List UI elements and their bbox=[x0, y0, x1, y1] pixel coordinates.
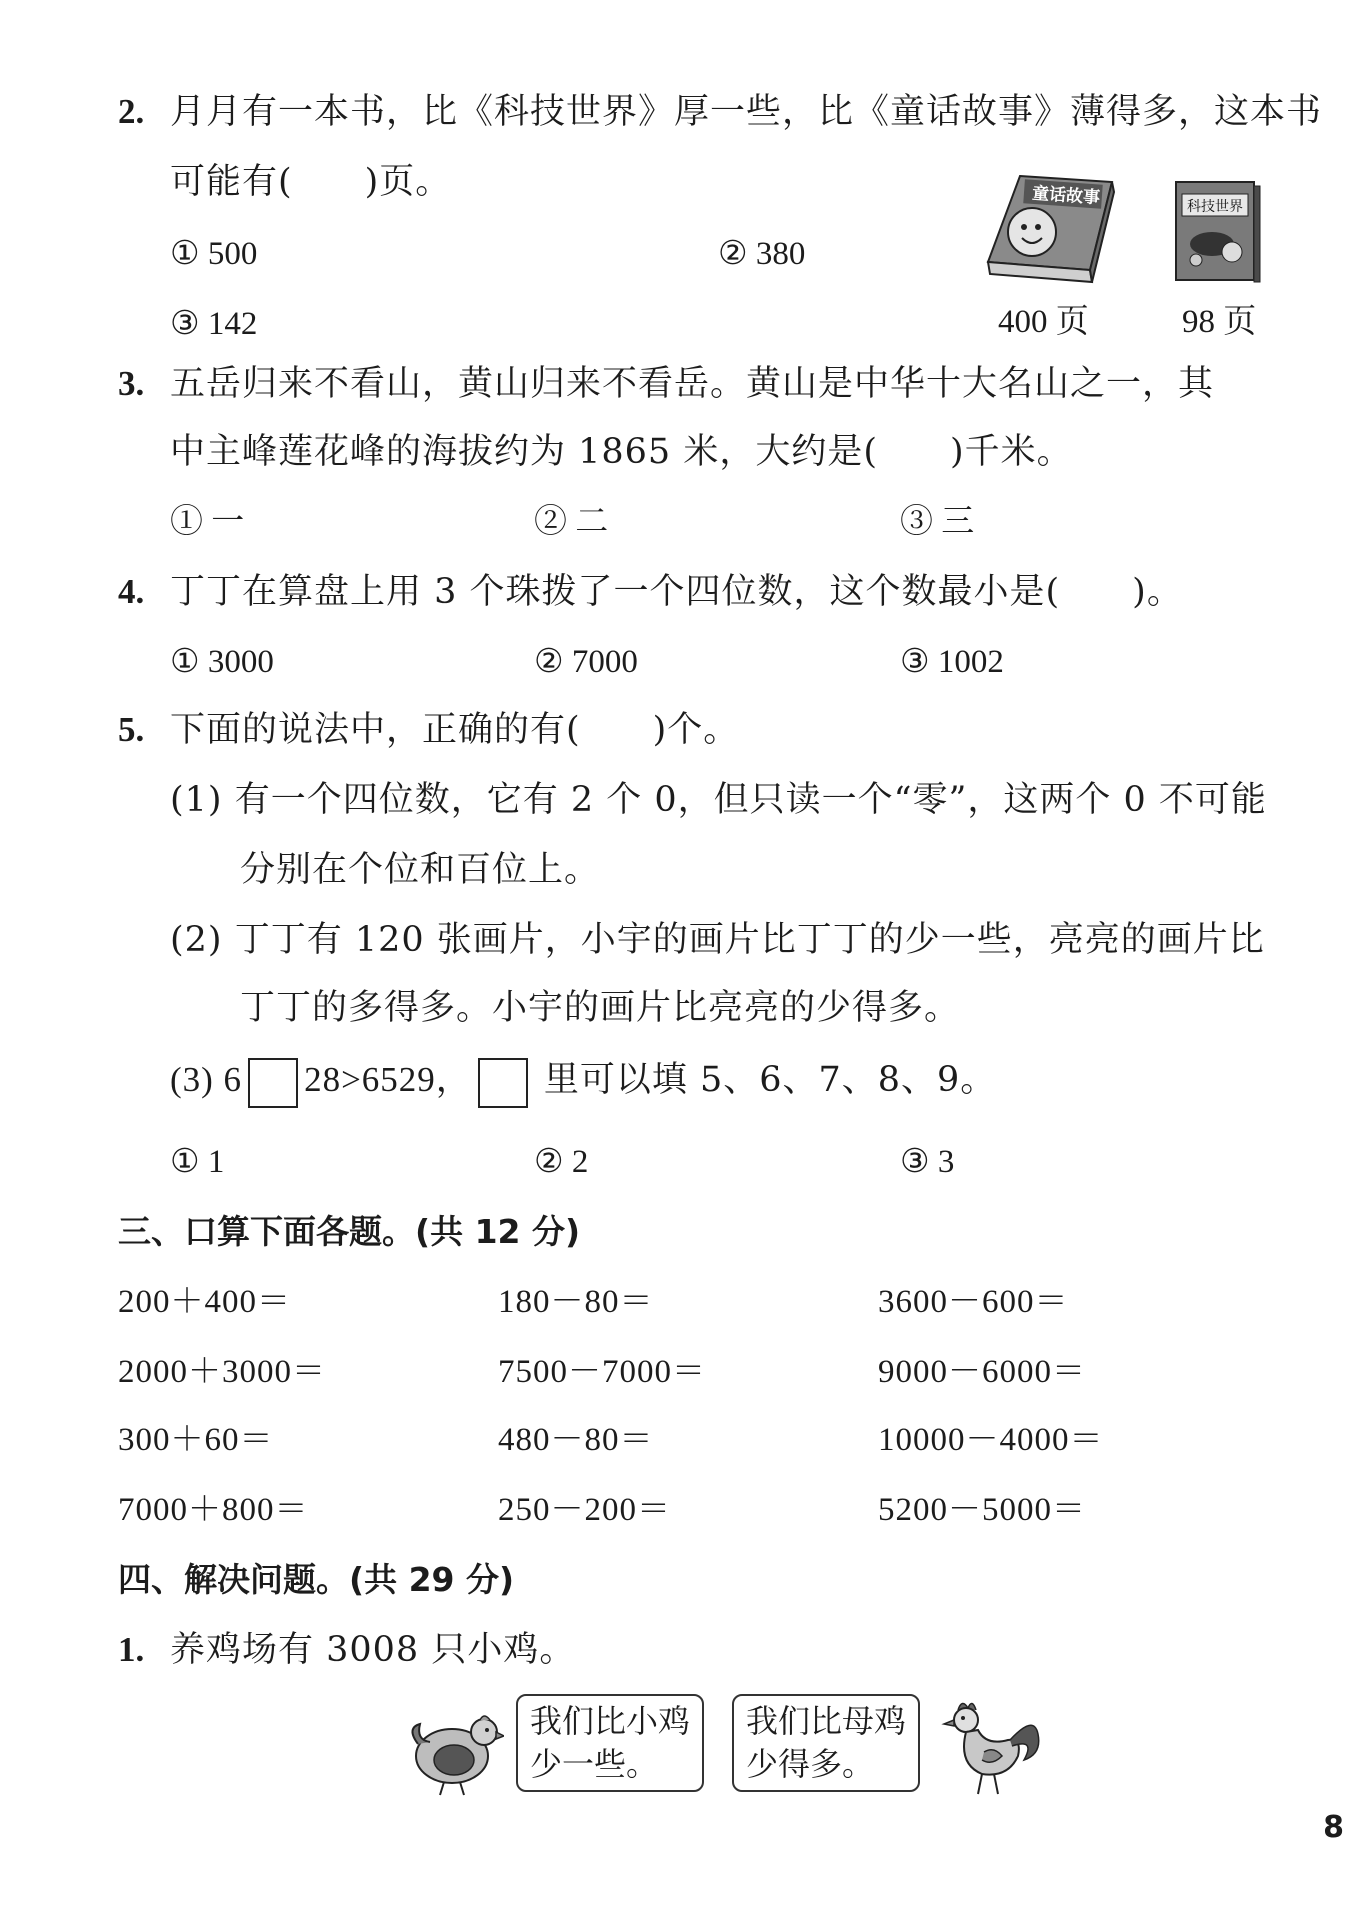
calc-item: 7000＋800＝ bbox=[118, 1492, 309, 1528]
q2-option-1: ① 500 bbox=[170, 236, 258, 272]
answer-box[interactable] bbox=[478, 1058, 528, 1108]
fairy-tale-book-illustration bbox=[980, 170, 1120, 285]
answer-box[interactable] bbox=[248, 1058, 298, 1108]
q3-number: 3. bbox=[118, 364, 145, 403]
fairy-tale-book-pages: 400 页 bbox=[998, 304, 1089, 340]
q5-statement-1a: (1) 有一个四位数，它有 2 个 0，但只读一个“零”，这两个 0 不可能 bbox=[170, 780, 1267, 820]
q5-statement-3-suffix: 里可以填 5、6、7、8、9。 bbox=[543, 1060, 997, 1101]
science-book-pages: 98 页 bbox=[1182, 304, 1257, 340]
section-4-title: 四、解决问题。(共 29 分) bbox=[118, 1560, 515, 1599]
q5-statement-2a: (2) 丁丁有 120 张画片，小宇的画片比丁丁的少一些，亮亮的画片比 bbox=[170, 920, 1265, 960]
q5-number: 5. bbox=[118, 710, 145, 749]
hen-icon bbox=[404, 1698, 504, 1798]
s4-q1-text: 养鸡场有 3008 只小鸡。 bbox=[170, 1630, 576, 1670]
q2-option-2: ② 380 bbox=[718, 236, 806, 272]
q5-statement-2b: 丁丁的多得多。小宇的画片比亮亮的少得多。 bbox=[240, 988, 961, 1028]
q5-statement-3-middle: 28>6529， bbox=[304, 1060, 472, 1100]
q3-option-2: ② 二 bbox=[534, 504, 609, 540]
calc-item: 300＋60＝ bbox=[118, 1422, 274, 1458]
science-book-illustration bbox=[1172, 178, 1264, 286]
q5-statement-3 bbox=[170, 1058, 996, 1108]
calc-item: 200＋400＝ bbox=[118, 1284, 291, 1320]
q4-option-3: ③ 1002 bbox=[900, 644, 1004, 680]
calc-item: 3600－600＝ bbox=[878, 1284, 1069, 1320]
q4-option-2: ② 7000 bbox=[534, 644, 638, 680]
q5-option-1: ① 1 bbox=[170, 1144, 225, 1180]
page-number: 8 bbox=[1323, 1810, 1344, 1845]
calc-item: 180－80＝ bbox=[498, 1284, 654, 1320]
q5-option-3: ③ 3 bbox=[900, 1144, 955, 1180]
hen-speech-bubble bbox=[516, 1694, 704, 1792]
q4-line1: 丁丁在算盘上用 3 个珠拨了一个四位数，这个数最小是( )。 bbox=[170, 572, 1183, 612]
q3-line2: 中主峰莲花峰的海拔约为 1865 米，大约是( )千米。 bbox=[170, 432, 1073, 472]
calc-item: 480－80＝ bbox=[498, 1422, 654, 1458]
calc-item: 2000＋3000＝ bbox=[118, 1354, 326, 1390]
fairy-tale-book-title: 童话故事 bbox=[1031, 183, 1101, 209]
q3-line1: 五岳归来不看山，黄山归来不看岳。黄山是中华十大名山之一，其 bbox=[170, 364, 1215, 404]
rooster-icon bbox=[936, 1694, 1044, 1804]
q5-line1: 下面的说法中，正确的有( )个。 bbox=[170, 710, 740, 750]
s4-q1-number: 1. bbox=[118, 1630, 145, 1669]
science-book-title: 科技世界 bbox=[1187, 199, 1243, 215]
hen-speech-line2: 少一些。 bbox=[530, 1745, 659, 1783]
q4-option-1: ① 3000 bbox=[170, 644, 274, 680]
q5-option-2: ② 2 bbox=[534, 1144, 589, 1180]
q3-option-1: ① 一 bbox=[170, 504, 245, 540]
hen-speech-line1: 我们比小鸡 bbox=[530, 1702, 691, 1740]
calc-item: 10000－4000＝ bbox=[878, 1422, 1104, 1458]
section-3-title: 三、口算下面各题。(共 12 分) bbox=[118, 1212, 581, 1251]
q4-number: 4. bbox=[118, 572, 145, 611]
rooster-speech-line1: 我们比母鸡 bbox=[746, 1702, 907, 1740]
calc-item: 250－200＝ bbox=[498, 1492, 671, 1528]
q2-line1: 月月有一本书，比《科技世界》厚一些，比《童话故事》薄得多，这本书 bbox=[170, 92, 1323, 132]
calc-item: 9000－6000＝ bbox=[878, 1354, 1086, 1390]
rooster-speech-line2: 少得多。 bbox=[746, 1745, 875, 1783]
rooster-speech-bubble bbox=[732, 1694, 920, 1792]
calc-item: 5200－5000＝ bbox=[878, 1492, 1086, 1528]
q3-option-3: ③ 三 bbox=[900, 504, 975, 540]
q2-line2: 可能有( )页。 bbox=[170, 162, 452, 202]
calc-item: 7500－7000＝ bbox=[498, 1354, 706, 1390]
q2-option-3: ③ 142 bbox=[170, 306, 258, 342]
q2-number: 2. bbox=[118, 92, 145, 131]
q5-statement-3-prefix: (3) 6 bbox=[170, 1060, 243, 1100]
q5-statement-1b: 分别在个位和百位上。 bbox=[240, 850, 601, 890]
